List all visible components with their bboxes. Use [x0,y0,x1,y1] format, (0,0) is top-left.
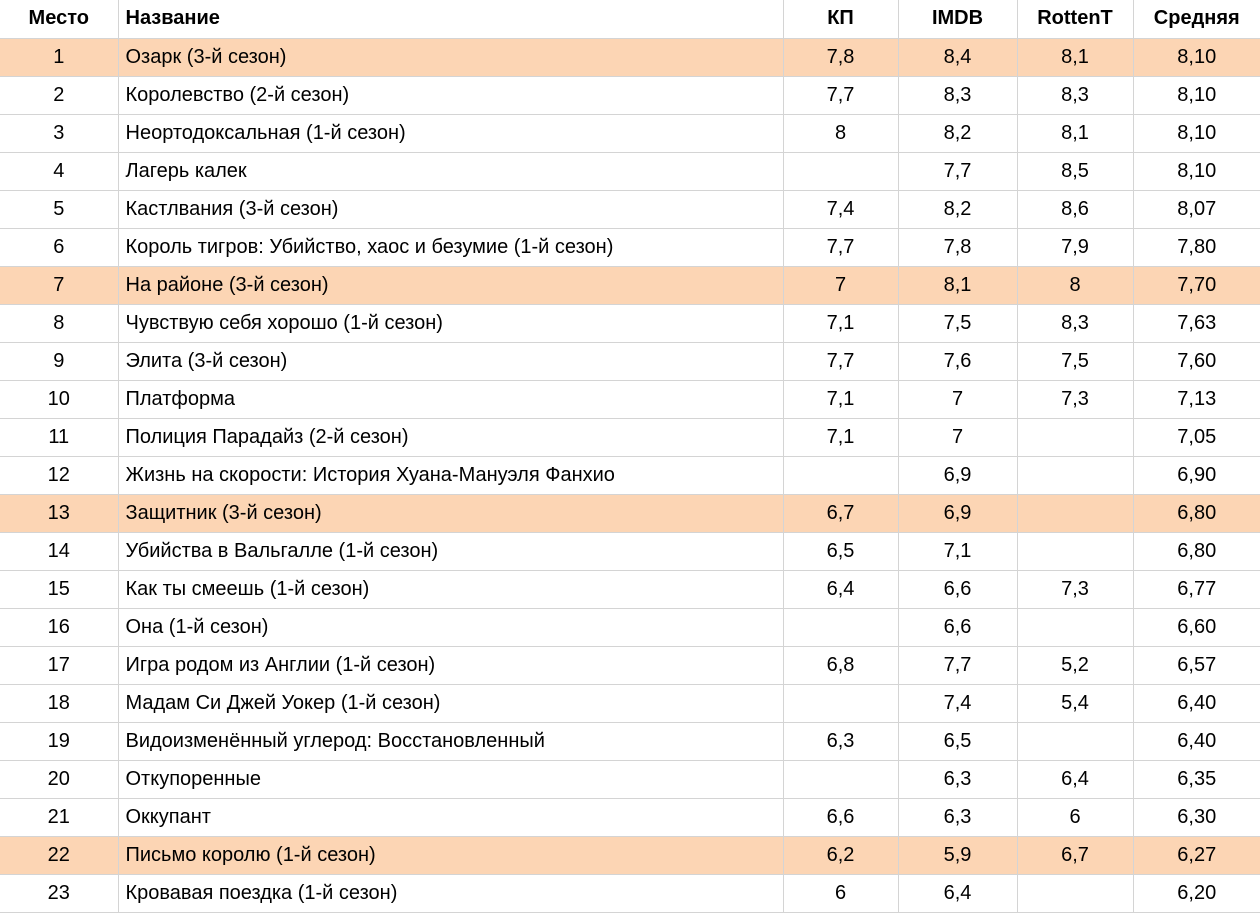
cell-place[interactable]: 11 [0,418,118,456]
cell-kp[interactable]: 7,7 [783,76,898,114]
cell-title[interactable]: Элита (3-й сезон) [118,342,783,380]
cell-average[interactable]: 8,10 [1133,114,1260,152]
cell-title[interactable]: Неортодоксальная (1-й сезон) [118,114,783,152]
header-rottent[interactable]: RottenT [1017,0,1133,38]
cell-place[interactable]: 9 [0,342,118,380]
cell-imdb[interactable]: 8,3 [898,76,1017,114]
table-body [0,38,1260,912]
cell-kp[interactable]: 8 [783,114,898,152]
cell-rottent[interactable] [1017,722,1133,760]
cell-title[interactable]: Кровавая поездка (1-й сезон) [118,874,783,912]
table-header [0,0,1260,38]
cell-title[interactable]: Мадам Си Джей Уокер (1-й сезон) [118,684,783,722]
header-row [0,0,1260,38]
table-row [0,722,1260,760]
cell-kp[interactable] [783,760,898,798]
cell-kp[interactable]: 6,4 [783,570,898,608]
table-row [0,874,1260,912]
cell-place[interactable]: 8 [0,304,118,342]
cell-rottent[interactable] [1017,608,1133,646]
cell-average[interactable]: 8,10 [1133,76,1260,114]
cell-kp[interactable]: 7 [783,266,898,304]
cell-title[interactable]: Оккупант [118,798,783,836]
table-row [0,608,1260,646]
cell-imdb[interactable]: 7,7 [898,646,1017,684]
table-row [0,760,1260,798]
cell-place[interactable]: 4 [0,152,118,190]
cell-imdb[interactable]: 6,3 [898,798,1017,836]
cell-rottent[interactable]: 6,4 [1017,760,1133,798]
table-row [0,456,1260,494]
cell-rottent[interactable] [1017,532,1133,570]
cell-title[interactable]: Кастлвания (3-й сезон) [118,190,783,228]
cell-kp[interactable]: 6,7 [783,494,898,532]
cell-place[interactable]: 19 [0,722,118,760]
cell-imdb[interactable]: 7,4 [898,684,1017,722]
cell-kp[interactable]: 6 [783,874,898,912]
table-row [0,570,1260,608]
cell-rottent[interactable]: 5,4 [1017,684,1133,722]
table-row [0,418,1260,456]
cell-average[interactable]: 6,80 [1133,532,1260,570]
cell-rottent[interactable]: 6 [1017,798,1133,836]
table-row [0,228,1260,266]
cell-average[interactable]: 6,77 [1133,570,1260,608]
cell-kp[interactable]: 7,7 [783,342,898,380]
cell-rottent[interactable] [1017,418,1133,456]
cell-imdb[interactable]: 6,5 [898,722,1017,760]
cell-kp[interactable]: 6,3 [783,722,898,760]
cell-imdb[interactable]: 7,6 [898,342,1017,380]
cell-title[interactable]: Игра родом из Англии (1-й сезон) [118,646,783,684]
cell-rottent[interactable]: 8,1 [1017,114,1133,152]
table-row [0,38,1260,76]
cell-average[interactable]: 8,10 [1133,38,1260,76]
table-row [0,646,1260,684]
cell-title[interactable]: Король тигров: Убийство, хаос и безумие (1-й сезон) [118,228,783,266]
cell-title[interactable]: Полиция Парадайз (2-й сезон) [118,418,783,456]
cell-place[interactable]: 5 [0,190,118,228]
cell-rottent[interactable]: 7,9 [1017,228,1133,266]
cell-imdb[interactable]: 7,5 [898,304,1017,342]
table-row [0,342,1260,380]
cell-imdb[interactable]: 6,9 [898,494,1017,532]
cell-place[interactable]: 13 [0,494,118,532]
cell-imdb[interactable]: 7 [898,418,1017,456]
cell-title[interactable]: Озарк (3-й сезон) [118,38,783,76]
cell-kp[interactable]: 6,5 [783,532,898,570]
table-row [0,798,1260,836]
cell-rottent[interactable]: 8,5 [1017,152,1133,190]
cell-average[interactable]: 6,35 [1133,760,1260,798]
cell-imdb[interactable]: 8,1 [898,266,1017,304]
cell-kp[interactable]: 6,2 [783,836,898,874]
cell-place[interactable]: 10 [0,380,118,418]
cell-title[interactable]: Она (1-й сезон) [118,608,783,646]
cell-place[interactable]: 6 [0,228,118,266]
table-row [0,380,1260,418]
cell-place[interactable]: 18 [0,684,118,722]
table-row [0,76,1260,114]
cell-imdb[interactable]: 7,8 [898,228,1017,266]
cell-place[interactable]: 12 [0,456,118,494]
cell-kp[interactable]: 6,6 [783,798,898,836]
cell-place[interactable]: 14 [0,532,118,570]
cell-average[interactable]: 6,90 [1133,456,1260,494]
cell-rottent[interactable]: 8 [1017,266,1133,304]
cell-rottent[interactable]: 6,7 [1017,836,1133,874]
cell-imdb[interactable]: 7,1 [898,532,1017,570]
cell-rottent[interactable] [1017,456,1133,494]
cell-average[interactable]: 7,80 [1133,228,1260,266]
cell-average[interactable]: 6,40 [1133,722,1260,760]
cell-place[interactable]: 17 [0,646,118,684]
cell-kp[interactable] [783,152,898,190]
cell-title[interactable]: Убийства в Вальгалле (1-й сезон) [118,532,783,570]
cell-place[interactable]: 7 [0,266,118,304]
cell-imdb[interactable]: 8,2 [898,190,1017,228]
cell-title[interactable]: На районе (3-й сезон) [118,266,783,304]
cell-kp[interactable]: 6,8 [783,646,898,684]
cell-rottent[interactable]: 7,3 [1017,570,1133,608]
cell-average[interactable]: 8,10 [1133,152,1260,190]
cell-place[interactable]: 16 [0,608,118,646]
cell-title[interactable]: Платформа [118,380,783,418]
cell-rottent[interactable]: 8,6 [1017,190,1133,228]
cell-title[interactable]: Королевство (2-й сезон) [118,76,783,114]
cell-kp[interactable] [783,456,898,494]
cell-kp[interactable]: 7,1 [783,380,898,418]
cell-rottent[interactable]: 8,1 [1017,38,1133,76]
cell-imdb[interactable]: 6,3 [898,760,1017,798]
cell-rottent[interactable]: 8,3 [1017,304,1133,342]
table-row [0,152,1260,190]
cell-rottent[interactable] [1017,494,1133,532]
cell-kp[interactable]: 7,4 [783,190,898,228]
cell-kp[interactable]: 7,1 [783,418,898,456]
cell-average[interactable]: 6,30 [1133,798,1260,836]
header-place[interactable]: Место [0,0,118,38]
cell-average[interactable]: 7,63 [1133,304,1260,342]
cell-imdb[interactable]: 6,6 [898,608,1017,646]
cell-title[interactable]: Чувствую себя хорошо (1-й сезон) [118,304,783,342]
table-row [0,114,1260,152]
cell-kp[interactable] [783,684,898,722]
cell-rottent[interactable]: 7,3 [1017,380,1133,418]
header-title[interactable]: Название [118,0,783,38]
cell-average[interactable]: 7,05 [1133,418,1260,456]
header-kp[interactable]: КП [783,0,898,38]
cell-imdb[interactable]: 7 [898,380,1017,418]
table-row [0,532,1260,570]
cell-rottent[interactable] [1017,874,1133,912]
cell-imdb[interactable]: 8,4 [898,38,1017,76]
cell-average[interactable]: 7,70 [1133,266,1260,304]
cell-average[interactable]: 6,57 [1133,646,1260,684]
cell-title[interactable]: Видоизменённый углерод: Восстановленный [118,722,783,760]
cell-place[interactable]: 15 [0,570,118,608]
cell-rottent[interactable]: 5,2 [1017,646,1133,684]
cell-place[interactable]: 3 [0,114,118,152]
cell-imdb[interactable]: 6,9 [898,456,1017,494]
cell-title[interactable]: Защитник (3-й сезон) [118,494,783,532]
cell-imdb[interactable]: 6,6 [898,570,1017,608]
cell-imdb[interactable]: 7,7 [898,152,1017,190]
cell-place[interactable]: 1 [0,38,118,76]
cell-imdb[interactable]: 5,9 [898,836,1017,874]
table-row [0,190,1260,228]
cell-rottent[interactable]: 8,3 [1017,76,1133,114]
cell-kp[interactable]: 7,8 [783,38,898,76]
cell-place[interactable]: 2 [0,76,118,114]
cell-average[interactable]: 6,40 [1133,684,1260,722]
cell-average[interactable]: 6,27 [1133,836,1260,874]
cell-title[interactable]: Письмо королю (1-й сезон) [118,836,783,874]
cell-average[interactable]: 6,20 [1133,874,1260,912]
cell-place[interactable]: 21 [0,798,118,836]
cell-rottent[interactable]: 7,5 [1017,342,1133,380]
cell-place[interactable]: 23 [0,874,118,912]
table-row [0,266,1260,304]
cell-kp[interactable]: 7,1 [783,304,898,342]
cell-average[interactable]: 7,13 [1133,380,1260,418]
cell-average[interactable]: 7,60 [1133,342,1260,380]
table-row [0,494,1260,532]
cell-title[interactable]: Лагерь калек [118,152,783,190]
cell-imdb[interactable]: 8,2 [898,114,1017,152]
table-row [0,836,1260,874]
table-row [0,304,1260,342]
cell-imdb[interactable]: 6,4 [898,874,1017,912]
cell-title[interactable]: Откупоренные [118,760,783,798]
cell-average[interactable]: 6,80 [1133,494,1260,532]
cell-average[interactable]: 6,60 [1133,608,1260,646]
header-average[interactable]: Средняя [1133,0,1260,38]
cell-title[interactable]: Жизнь на скорости: История Хуана-Мануэля Фанхио [118,456,783,494]
header-imdb[interactable]: IMDB [898,0,1017,38]
cell-kp[interactable] [783,608,898,646]
cell-average[interactable]: 8,07 [1133,190,1260,228]
table-row [0,684,1260,722]
cell-place[interactable]: 20 [0,760,118,798]
cell-kp[interactable]: 7,7 [783,228,898,266]
cell-place[interactable]: 22 [0,836,118,874]
cell-title[interactable]: Как ты смеешь (1-й сезон) [118,570,783,608]
